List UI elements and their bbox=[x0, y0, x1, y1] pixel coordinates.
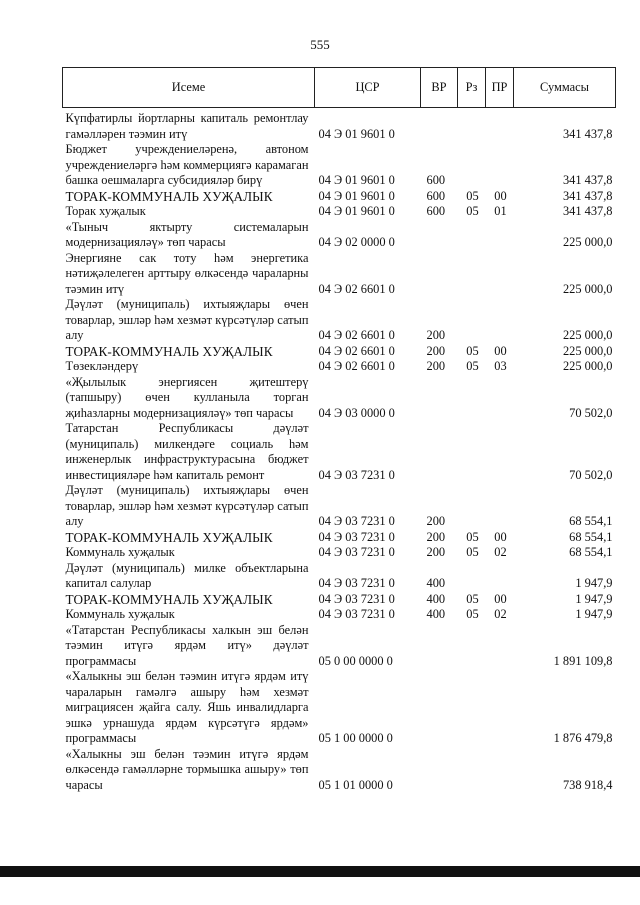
cell-vr: 400 bbox=[426, 591, 446, 606]
cell-csr: 04 Э 03 7231 0 bbox=[318, 591, 395, 606]
cell-csr: 04 Э 03 7231 0 bbox=[318, 467, 395, 482]
table-row bbox=[63, 623, 616, 670]
table-row bbox=[63, 669, 616, 747]
cell-vr bbox=[421, 251, 458, 298]
cell-rz: 05 bbox=[466, 607, 479, 621]
table-row bbox=[63, 251, 616, 298]
cell-csr: 04 Э 02 6601 0 bbox=[318, 328, 395, 342]
cell-sum: 70 502,0 bbox=[569, 405, 613, 420]
cell-name: Коммуналь хуҗалык bbox=[65, 607, 175, 621]
header-rz: Рз bbox=[458, 68, 486, 108]
table-row bbox=[63, 421, 616, 483]
cell-sum: 68 554,1 bbox=[569, 545, 613, 559]
cell-name: Татарстан Республикасы дәүләт (муниципаль) милкендәге социаль һәм инженерлык инфраструктурасына бюджет инвестицияләре һәм капиталь ремонт bbox=[65, 421, 309, 482]
cell-pr bbox=[486, 375, 514, 422]
cell-pr bbox=[486, 297, 514, 344]
cell-sum: 341 437,8 bbox=[562, 188, 613, 203]
cell-pr bbox=[486, 561, 514, 592]
cell-pr bbox=[486, 483, 514, 530]
cell-rz: 05 bbox=[466, 343, 479, 358]
cell-vr: 200 bbox=[426, 529, 446, 544]
cell-csr: 04 Э 01 9601 0 bbox=[318, 204, 395, 218]
cell-pr: 01 bbox=[494, 204, 507, 218]
cell-pr bbox=[486, 669, 514, 747]
cell-sum: 225 000,0 bbox=[562, 359, 613, 373]
cell-csr: 04 Э 01 9601 0 bbox=[318, 126, 395, 141]
cell-csr: 04 Э 03 7231 0 bbox=[318, 514, 395, 528]
cell-vr: 200 bbox=[426, 514, 446, 528]
cell-name: «Җылылык энергиясен җитештерү (тапшыру) өчен кулланыла торган җиһазларны модернизацияләү» төп чарасы bbox=[65, 374, 309, 420]
cell-csr: 04 Э 02 6601 0 bbox=[318, 359, 395, 373]
cell-pr: 00 bbox=[494, 529, 507, 544]
cell-name: ТОРАК-КОММУНАЛЬ ХУҖАЛЫК bbox=[65, 343, 273, 359]
cell-csr: 05 0 00 0000 0 bbox=[318, 653, 393, 668]
cell-name: Бюджет учреждениеләренә, автоном учреждениеләргә һәм коммерциягә карамаган башка оешмаларга субсидияләр бирү bbox=[65, 142, 309, 187]
cell-pr bbox=[486, 421, 514, 483]
cell-sum: 225 000,0 bbox=[562, 343, 613, 358]
table-row bbox=[63, 592, 616, 608]
cell-pr: 00 bbox=[494, 188, 507, 203]
cell-rz: 05 bbox=[466, 529, 479, 544]
cell-rz bbox=[458, 623, 486, 670]
table-row bbox=[63, 344, 616, 360]
cell-vr: 200 bbox=[426, 343, 446, 358]
cell-rz bbox=[458, 421, 486, 483]
table-row bbox=[63, 530, 616, 546]
table-row bbox=[63, 220, 616, 251]
cell-sum: 68 554,1 bbox=[569, 529, 613, 544]
cell-name: Торак хуҗалык bbox=[65, 204, 146, 218]
cell-sum: 1 947,9 bbox=[575, 591, 613, 606]
cell-name: «Татарстан Республикасы халкын эш белән тәэмин итүгә ярдәм итү» дәүләт программасы bbox=[65, 622, 309, 668]
cell-rz bbox=[458, 561, 486, 592]
cell-rz bbox=[458, 375, 486, 422]
cell-csr: 04 Э 03 7231 0 bbox=[318, 545, 395, 559]
cell-sum: 1 947,9 bbox=[575, 607, 613, 621]
cell-vr: 400 bbox=[426, 576, 446, 590]
cell-vr: 600 bbox=[426, 188, 446, 203]
bottom-scan-bar bbox=[0, 866, 640, 877]
cell-rz: 05 bbox=[466, 359, 479, 373]
cell-sum: 225 000,0 bbox=[562, 235, 613, 249]
cell-pr: 02 bbox=[494, 607, 507, 621]
cell-name: ТОРАК-КОММУНАЛЬ ХУҖАЛЫК bbox=[65, 188, 273, 204]
table-row bbox=[63, 607, 616, 623]
cell-name: Күпфатирлы йортларны капиталь ремонтлау гамәлләрен тәэмин итү bbox=[65, 111, 309, 141]
table-row bbox=[63, 375, 616, 422]
cell-vr bbox=[421, 421, 458, 483]
cell-sum: 1 876 479,8 bbox=[553, 731, 613, 745]
header-name: Исеме bbox=[63, 68, 315, 108]
table-body bbox=[63, 108, 616, 794]
cell-name: «Халыкны эш белән тәэмин итүгә ярдәм өлкәсендә гамәлләрне тормышка ашыру» төп чарасы bbox=[65, 746, 309, 792]
cell-rz bbox=[458, 483, 486, 530]
cell-sum: 225 000,0 bbox=[562, 281, 613, 296]
cell-vr bbox=[421, 375, 458, 422]
table-row bbox=[63, 108, 616, 143]
header-pr: ПР bbox=[486, 68, 514, 108]
cell-csr: 04 Э 02 0000 0 bbox=[318, 235, 395, 249]
cell-vr bbox=[421, 669, 458, 747]
cell-vr bbox=[421, 623, 458, 670]
cell-name: «Тыныч яктырту системаларын модернизацияләү» төп чарасы bbox=[65, 219, 309, 249]
cell-pr bbox=[486, 251, 514, 298]
cell-name: ТОРАК-КОММУНАЛЬ ХУҖАЛЫК bbox=[65, 591, 273, 607]
cell-csr: 04 Э 03 7231 0 bbox=[318, 529, 395, 544]
cell-name: Төзекләндерү bbox=[65, 359, 139, 373]
table-header-row bbox=[63, 68, 616, 108]
cell-vr bbox=[421, 220, 458, 251]
cell-sum: 341 437,8 bbox=[562, 204, 613, 218]
cell-vr: 600 bbox=[426, 173, 446, 187]
budget-table bbox=[62, 67, 616, 793]
cell-pr bbox=[486, 747, 514, 794]
cell-rz: 05 bbox=[466, 204, 479, 218]
cell-rz bbox=[458, 108, 486, 143]
cell-rz bbox=[458, 142, 486, 189]
cell-csr: 04 Э 02 6601 0 bbox=[318, 343, 395, 358]
cell-vr: 400 bbox=[426, 607, 446, 621]
cell-pr: 00 bbox=[494, 591, 507, 606]
cell-pr: 02 bbox=[494, 545, 507, 559]
cell-csr: 05 1 00 0000 0 bbox=[318, 731, 393, 745]
cell-rz bbox=[458, 669, 486, 747]
cell-rz: 05 bbox=[466, 591, 479, 606]
cell-name: ТОРАК-КОММУНАЛЬ ХУҖАЛЫК bbox=[65, 529, 273, 545]
cell-name: Дәүләт (муниципаль) ихтыяҗлары өчен товарлар, эшләр һәм хезмәт күрсәтүләр сатып алу bbox=[65, 297, 309, 342]
cell-vr: 200 bbox=[426, 359, 446, 373]
cell-pr bbox=[486, 623, 514, 670]
cell-sum: 738 918,4 bbox=[562, 777, 613, 792]
cell-sum: 1 947,9 bbox=[575, 576, 613, 590]
cell-rz: 05 bbox=[466, 188, 479, 203]
header-vr: ВР bbox=[421, 68, 458, 108]
header-sum: Суммасы bbox=[514, 68, 616, 108]
header-csr: ЦСР bbox=[315, 68, 421, 108]
cell-csr: 04 Э 01 9601 0 bbox=[318, 188, 395, 203]
cell-sum: 225 000,0 bbox=[562, 328, 613, 342]
cell-csr: 04 Э 02 6601 0 bbox=[318, 281, 395, 296]
table-row bbox=[63, 483, 616, 530]
cell-sum: 1 891 109,8 bbox=[553, 653, 613, 668]
cell-csr: 04 Э 03 7231 0 bbox=[318, 607, 395, 621]
cell-rz bbox=[458, 220, 486, 251]
table-row bbox=[63, 189, 616, 205]
cell-rz bbox=[458, 297, 486, 344]
cell-rz bbox=[458, 251, 486, 298]
table-row bbox=[63, 142, 616, 189]
table-row bbox=[63, 545, 616, 561]
cell-rz: 05 bbox=[466, 545, 479, 559]
cell-pr bbox=[486, 220, 514, 251]
page-number: 555 bbox=[310, 37, 330, 52]
cell-name: Энергияне сак тоту һәм энергетика нәтиҗәлелеген арттыру өлкәсендә чараларны тәэмин итү bbox=[65, 250, 309, 296]
table-row bbox=[63, 204, 616, 220]
cell-name: «Халыкны эш белән тәэмин итүгә ярдәм итү чараларын гамәлгә ашыру һәм хезмәт миграциясен җайга салу. Яшь инвалидларга эшкә урнашуда ярдәм күрсәтүгә ярдәм» программасы bbox=[65, 669, 309, 745]
cell-pr bbox=[486, 108, 514, 143]
cell-name: Дәүләт (муниципаль) милке объектларына капитал салулар bbox=[65, 560, 309, 590]
cell-sum: 68 554,1 bbox=[569, 514, 613, 528]
cell-csr: 04 Э 03 7231 0 bbox=[318, 576, 395, 590]
cell-pr bbox=[486, 142, 514, 189]
cell-vr: 200 bbox=[426, 545, 446, 559]
cell-vr bbox=[421, 108, 458, 143]
cell-csr: 04 Э 03 0000 0 bbox=[318, 405, 395, 420]
table-row bbox=[63, 297, 616, 344]
table-row bbox=[63, 747, 616, 794]
cell-rz bbox=[458, 747, 486, 794]
table-row bbox=[63, 561, 616, 592]
cell-sum: 341 437,8 bbox=[562, 126, 613, 141]
cell-name: Дәүләт (муниципаль) ихтыяҗлары өчен товарлар, эшләр һәм хезмәт күрсәтүләр сатып алу bbox=[65, 483, 309, 528]
cell-csr: 05 1 01 0000 0 bbox=[318, 777, 393, 792]
cell-vr bbox=[421, 747, 458, 794]
table-row bbox=[63, 359, 616, 375]
cell-name: Коммуналь хуҗалык bbox=[65, 545, 175, 559]
cell-pr: 00 bbox=[494, 343, 507, 358]
cell-sum: 70 502,0 bbox=[569, 467, 613, 482]
cell-pr: 03 bbox=[494, 359, 507, 373]
cell-csr: 04 Э 01 9601 0 bbox=[318, 173, 395, 187]
cell-sum: 341 437,8 bbox=[562, 173, 613, 187]
cell-vr: 200 bbox=[426, 328, 446, 342]
cell-vr: 600 bbox=[426, 204, 446, 218]
